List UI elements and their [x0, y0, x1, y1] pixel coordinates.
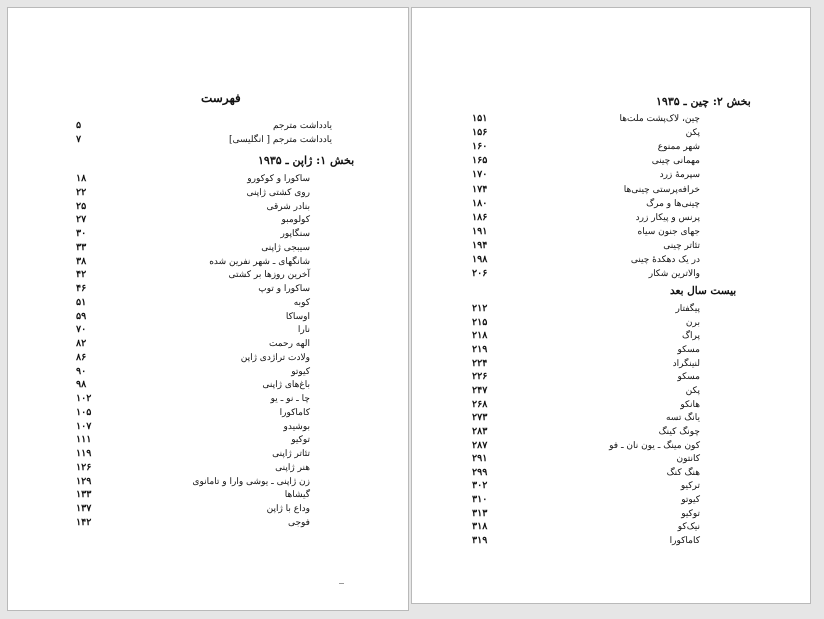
entry-title: یادداشت مترجم [272, 121, 332, 131]
entry-page-number: ۳۱۸ [472, 521, 488, 533]
entry-page-number: ۱۳۳ [76, 489, 92, 501]
entry-title: پکن [685, 128, 700, 139]
entry-title: تئاتر ژاپنی [272, 449, 310, 459]
entry-title: پیگفتار [675, 304, 700, 314]
toc-entry [8, 378, 408, 392]
entry-page-number: ۱۹۱ [472, 225, 488, 237]
entry-page-number: ۲۱۲ [472, 303, 488, 314]
toc-entry [8, 516, 408, 530]
toc-entry [412, 520, 810, 534]
entry-title: ترکیو [680, 481, 700, 492]
entry-page-number: ۱۵۱ [472, 113, 488, 124]
entry-title: مسکو [677, 344, 700, 355]
toc-entry [412, 112, 810, 126]
entry-page-number: ۱۲۶ [76, 461, 92, 473]
entry-page-number: ۳۱۰ [472, 494, 488, 506]
entry-title: پکن [685, 385, 700, 396]
section-2-heading: بخش ۲: چین ـ ۱۹۳۵ [656, 95, 751, 108]
entry-title: بنادر شرقی [266, 201, 310, 212]
toc-entry [412, 329, 810, 343]
toc-entry [412, 479, 810, 493]
entry-page-number: ۱۸۰ [472, 197, 488, 209]
toc-entry [8, 433, 408, 447]
toc-entry [412, 239, 810, 253]
entry-page-number: ۷۰ [76, 324, 87, 336]
toc-entry [8, 392, 408, 406]
toc-entry [412, 452, 810, 466]
entry-page-number: ۲۸۷ [472, 439, 488, 451]
toc-entry [412, 211, 810, 225]
entry-page-number: ۲۸۳ [472, 425, 488, 437]
entry-page-number: ۱۰۵ [76, 406, 92, 418]
entry-title: وداع با ژاپن [266, 504, 310, 514]
toc-entry [8, 502, 408, 516]
entry-page-number: ۵۹ [76, 310, 87, 322]
entry-title: باغ‌های ژاپنی [262, 380, 310, 391]
entry-title: لنینگراد [672, 358, 700, 369]
entry-title: خرافه‌پرستی چینی‌ها [623, 184, 700, 195]
toc-entry [412, 384, 810, 398]
toc-entry [8, 488, 408, 502]
toc-entry [8, 351, 408, 365]
entry-page-number: ۳۰۲ [472, 480, 488, 492]
entry-title: یانگ تسه [665, 413, 700, 424]
toc-entry [8, 282, 408, 296]
entry-page-number: ۲۷۳ [472, 412, 488, 424]
entry-title: مهمانی چینی [651, 156, 700, 167]
toc-title: فهرست [201, 91, 241, 105]
toc-entry [412, 197, 810, 211]
entry-page-number: ۲۱۹ [472, 343, 488, 355]
entry-title: کاماکورا [669, 536, 700, 547]
toc-entry [8, 119, 408, 133]
toc-entry [412, 140, 810, 154]
toc-entry [8, 296, 408, 310]
toc-entry [412, 439, 810, 453]
entry-title: آخرین روزها بر کشتی [228, 270, 310, 281]
entry-page-number: ۱۲۹ [76, 475, 92, 487]
entry-page-number: ۱۴۲ [76, 516, 92, 528]
toc-entry [8, 323, 408, 337]
toc-entry [412, 154, 810, 168]
entry-page-number: ۱۸۶ [472, 211, 488, 223]
entry-page-number: ۳۱۹ [472, 535, 488, 547]
entry-title: مسکو [677, 372, 700, 383]
entry-page-number: ۱۰۷ [76, 420, 92, 432]
entry-title: نارا [297, 325, 310, 336]
entry-title: هانکو [680, 399, 700, 410]
entry-title: نیک‌کو [677, 522, 700, 533]
entry-title: کون مینگ ـ یون نان ـ فو [609, 440, 700, 451]
entry-title: هنگ کنگ [666, 467, 700, 478]
entry-page-number: ۴۶ [76, 283, 87, 294]
entry-title: کولومبو [281, 215, 310, 226]
toc-entry [8, 227, 408, 241]
entry-page-number: ۱۶۰ [472, 141, 488, 153]
toc-entry [412, 267, 810, 281]
toc-entry [8, 172, 408, 186]
entry-title: سیبجی ژاپنی [261, 242, 310, 253]
entry-title: جهای جنون سیاه [637, 226, 700, 237]
entry-page-number: ۲۴۷ [472, 384, 488, 396]
entry-page-number: ۸۶ [76, 351, 87, 363]
toc-entry [412, 316, 810, 330]
entry-page-number: ۷ [76, 134, 82, 145]
entry-title: پراگ [681, 331, 700, 342]
entry-title: توکیو [291, 435, 310, 446]
entry-title: کاماکورا [279, 407, 310, 418]
entry-title: ولادت تراژدی ژاپن [240, 352, 310, 363]
toc-entry [412, 507, 810, 521]
entry-title: تئاتر چینی [663, 240, 700, 251]
entry-title: در یک دهکدهٔ چینی [630, 255, 700, 265]
entry-title: ساکورا و کوکورو [247, 174, 310, 184]
section-1-heading: بخش ۱: ژاپن ـ ۱۹۳۵ [258, 154, 355, 167]
entry-title: روی کشتی ژاپنی [246, 187, 310, 198]
toc-entry [8, 200, 408, 214]
toc-entry [8, 406, 408, 420]
toc-entry [412, 168, 810, 182]
toc-entry [412, 398, 810, 412]
entry-page-number: ۹۰ [76, 365, 87, 377]
entry-title: چین، لاک‌پشت ملت‌ها [619, 114, 700, 124]
entry-page-number: ۳۰ [76, 228, 87, 239]
toc-entry [412, 466, 810, 480]
entry-page-number: ۵۱ [76, 296, 87, 308]
entry-title: چینی‌ها و مرگ [646, 198, 700, 209]
entry-page-number: ۱۸ [76, 173, 87, 184]
entry-page-number: ۱۱۹ [76, 448, 92, 459]
toc-entry [412, 370, 810, 384]
entry-page-number: ۸۲ [76, 338, 87, 349]
entry-title: شهر ممنوع [657, 142, 700, 153]
toc-entry [412, 126, 810, 140]
toc-entry [412, 343, 810, 357]
entry-title: شانگهای ـ شهر نفرین شده [209, 256, 310, 267]
section-3-heading: بیست سال بعد [670, 285, 737, 297]
toc-entry [412, 302, 810, 316]
entry-page-number: ۱۷۰ [472, 169, 488, 181]
toc-entry [8, 337, 408, 351]
entry-title: گیشاها [284, 490, 310, 501]
toc-entry [412, 357, 810, 371]
toc-entry [412, 493, 810, 507]
entry-title: بوشیدو [283, 421, 310, 432]
entry-title: ساکورا و توپ [258, 284, 310, 294]
entry-page-number: ۱۳۷ [76, 503, 92, 514]
toc-page-right [411, 7, 811, 604]
toc-entry [8, 447, 408, 461]
toc-entry [8, 213, 408, 227]
entry-title: والاترین شکار [648, 269, 700, 280]
entry-page-number: ۲۹۹ [472, 466, 488, 478]
entry-page-number: ۱۱۱ [76, 434, 92, 446]
entry-page-number: ۱۹۴ [472, 239, 488, 251]
toc-entry [8, 475, 408, 489]
toc-entry [8, 133, 408, 147]
entry-page-number: ۲۰۶ [472, 268, 488, 280]
entry-page-number: ۱۷۴ [472, 183, 488, 195]
entry-title: برن [685, 317, 700, 328]
entry-title: سنگاپور [280, 229, 310, 239]
toc-entry [8, 310, 408, 324]
entry-title: زن ژاپنی ـ یوشی وارا و تامانوی [192, 476, 310, 487]
toc-entry [8, 365, 408, 379]
scan-speck [339, 583, 344, 584]
toc-entry [412, 411, 810, 425]
toc-entry [8, 186, 408, 200]
entry-page-number: ۲۲ [76, 186, 87, 198]
entry-title: چونگ کینگ [658, 426, 700, 437]
entry-title: کانتون [676, 454, 700, 465]
entry-page-number: ۲۹۱ [472, 453, 488, 465]
toc-entry [8, 241, 408, 255]
toc-page-left [7, 7, 409, 611]
entry-page-number: ۱۵۶ [472, 127, 488, 139]
entry-title: الهه رحمت [268, 339, 310, 349]
entry-page-number: ۲۱۵ [472, 316, 488, 328]
entry-title: چا ـ نو ـ یو [270, 394, 310, 404]
entry-page-number: ۲۲۴ [472, 357, 488, 369]
entry-title: کوبه [293, 297, 310, 308]
toc-entry [8, 268, 408, 282]
entry-title: کیوتو [681, 495, 700, 506]
entry-page-number: ۲۶۸ [472, 398, 488, 410]
entry-title: توکیو [681, 508, 700, 519]
entry-page-number: ۵ [76, 120, 82, 131]
toc-entry [412, 253, 810, 267]
entry-page-number: ۱۶۵ [472, 155, 488, 167]
entry-page-number: ۲۲۶ [472, 371, 488, 383]
entry-title: کیوتو [291, 366, 310, 377]
toc-entry [8, 255, 408, 269]
toc-entry [412, 534, 810, 548]
entry-title: اوساکا [285, 311, 310, 322]
entry-page-number: ۱۹۸ [472, 254, 488, 265]
toc-entry [412, 183, 810, 197]
entry-page-number: ۴۲ [76, 269, 87, 281]
entry-page-number: ۲۷ [76, 214, 87, 226]
entry-title: سپرمهٔ زرد [659, 170, 700, 181]
entry-page-number: ۲۱۸ [472, 330, 488, 342]
entry-page-number: ۳۱۳ [472, 507, 488, 519]
entry-page-number: ۳۸ [76, 255, 87, 267]
entry-page-number: ۳۳ [76, 241, 87, 253]
entry-title: یادداشت مترجم [ انگلیسی] [228, 135, 332, 145]
entry-title: هنر ژاپنی [275, 462, 310, 473]
entry-page-number: ۱۰۲ [76, 393, 92, 404]
toc-entry [412, 425, 810, 439]
entry-title: پرنس و پیکار زرد [635, 212, 700, 223]
toc-entry [8, 461, 408, 475]
entry-page-number: ۲۵ [76, 200, 87, 212]
toc-entry [8, 420, 408, 434]
toc-entry [412, 225, 810, 239]
entry-title: فوجی [287, 517, 310, 528]
entry-page-number: ۹۸ [76, 379, 87, 391]
